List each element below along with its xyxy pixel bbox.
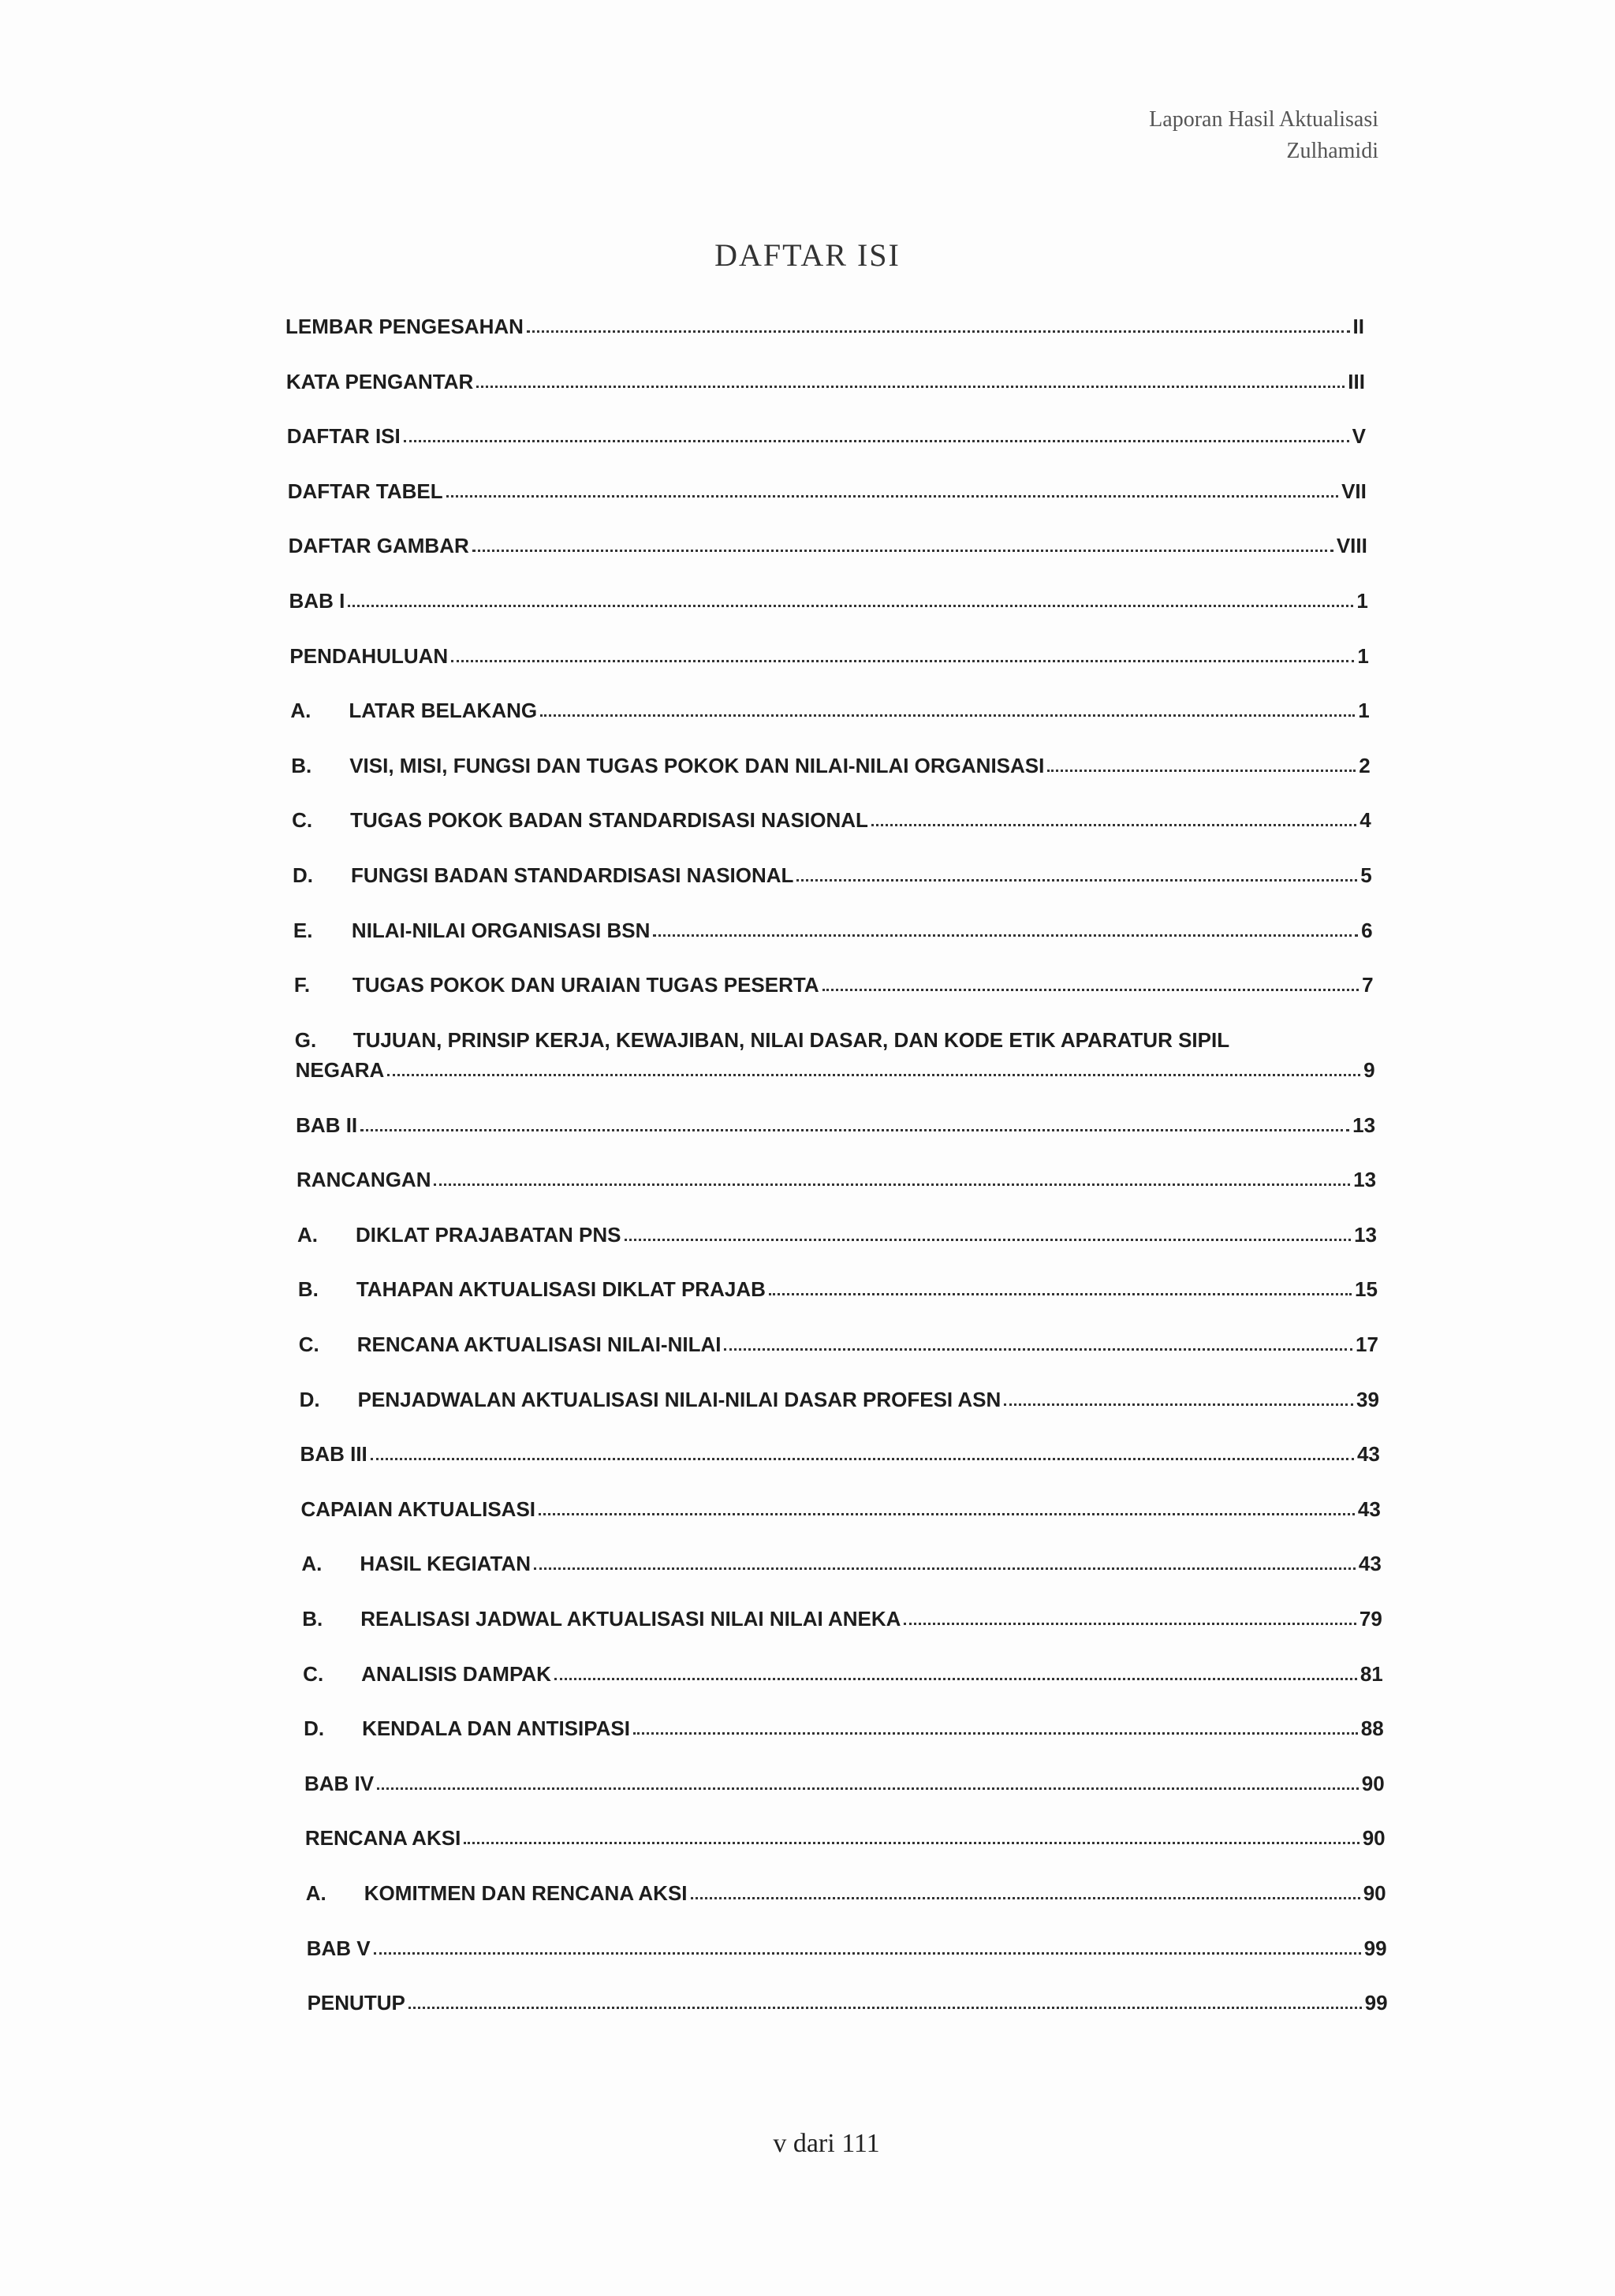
toc-entry[interactable] bbox=[293, 916, 1373, 943]
toc-dot-leader bbox=[464, 1842, 1359, 1844]
toc-entry-text: PENDAHULUAN bbox=[289, 643, 449, 668]
toc-entry-text: LEMBAR PENGESAHAN bbox=[285, 315, 524, 338]
toc-entry-text: TAHAPAN AKTUALISASI DIKLAT PRAJAB bbox=[356, 1277, 766, 1302]
toc-entry[interactable] bbox=[300, 1440, 1380, 1467]
toc-entry-letter: C. bbox=[303, 1661, 324, 1686]
toc-dot-leader bbox=[724, 1348, 1352, 1351]
toc-entry-text: PENJADWALAN AKTUALISASI NILAI-NILAI DASAR PROFESI ASN bbox=[357, 1387, 1001, 1411]
toc-page-number: II bbox=[1352, 315, 1364, 338]
toc-page-number: 17 bbox=[1356, 1332, 1378, 1357]
toc-entry[interactable] bbox=[287, 422, 1366, 449]
toc-entry-text: TUGAS POKOK DAN URAIAN TUGAS PESERTA bbox=[352, 973, 819, 997]
toc-entry-letter: F. bbox=[293, 973, 311, 997]
toc-dot-leader bbox=[476, 386, 1345, 388]
running-header-author: Zulhamidi bbox=[1286, 139, 1378, 163]
toc-dot-leader bbox=[527, 330, 1350, 333]
toc-entry[interactable] bbox=[289, 642, 1368, 669]
toc-entry-text: DAFTAR TABEL bbox=[287, 479, 443, 503]
running-header-title: Laporan Hasil Aktualisasi bbox=[1149, 107, 1378, 132]
toc-dot-leader bbox=[822, 989, 1360, 991]
toc-entry[interactable] bbox=[293, 861, 1372, 888]
toc-entry[interactable] bbox=[288, 477, 1367, 504]
toc-page-number: III bbox=[1348, 369, 1365, 393]
toc-page-number: 1 bbox=[1356, 589, 1368, 613]
toc-page-number: 90 bbox=[1362, 1826, 1386, 1851]
toc-dot-leader bbox=[540, 714, 1355, 717]
toc-entry[interactable] bbox=[303, 1660, 1383, 1687]
toc-entry[interactable] bbox=[307, 1934, 1387, 1961]
toc-dot-leader bbox=[769, 1293, 1352, 1295]
toc-entry-letter: B. bbox=[291, 753, 312, 777]
toc-entry[interactable] bbox=[289, 587, 1368, 613]
toc-entry-text: VISI, MISI, FUNGSI DAN TUGAS POKOK DAN NILAI-NILAI ORGANISASI bbox=[349, 753, 1045, 777]
toc-entry[interactable] bbox=[304, 1769, 1385, 1796]
toc-entry[interactable] bbox=[297, 1221, 1377, 1247]
toc-entry[interactable] bbox=[300, 1385, 1379, 1412]
toc-entry-letter: C. bbox=[292, 808, 313, 833]
toc-entry-text: TUJUAN, PRINSIP KERJA, KEWAJIBAN, NILAI DASAR, DAN KODE ETIK APARATUR SIPIL bbox=[352, 1027, 1230, 1052]
toc-entry-text: BAB V bbox=[306, 1936, 371, 1960]
toc-dot-leader bbox=[348, 605, 1353, 607]
toc-entry-line1[interactable] bbox=[295, 1026, 1229, 1053]
toc-entry-text: NILAI-NILAI ORGANISASI BSN bbox=[351, 918, 651, 942]
toc-entry-letter: D. bbox=[293, 863, 314, 887]
toc-dot-leader bbox=[534, 1567, 1356, 1570]
toc-entry-text: FUNGSI BADAN STANDARDISASI NASIONAL bbox=[351, 863, 794, 887]
toc-dot-leader bbox=[1004, 1403, 1353, 1406]
toc-entry-text: DAFTAR GAMBAR bbox=[288, 534, 469, 558]
toc-entry-text: DAFTAR ISI bbox=[286, 424, 401, 449]
toc-entry[interactable] bbox=[298, 1275, 1378, 1302]
toc-page-number: 43 bbox=[1356, 1442, 1380, 1467]
toc-entry-letter: D. bbox=[299, 1387, 320, 1411]
toc-entry[interactable] bbox=[297, 1165, 1376, 1192]
toc-entry[interactable] bbox=[296, 1056, 1375, 1083]
toc-entry-letter: A. bbox=[290, 699, 311, 723]
toc-dot-leader bbox=[472, 550, 1333, 552]
toc-dot-leader bbox=[653, 934, 1358, 937]
toc-entry[interactable] bbox=[304, 1714, 1384, 1741]
toc-page-number: 39 bbox=[1356, 1387, 1379, 1411]
toc-page-number: 5 bbox=[1360, 863, 1372, 887]
toc-entry-text: ANALISIS DAMPAK bbox=[361, 1661, 551, 1686]
toc-page-number: 90 bbox=[1361, 1771, 1385, 1795]
toc-page-number: 43 bbox=[1357, 1496, 1381, 1521]
toc-entry[interactable] bbox=[294, 971, 1374, 997]
toc-entry[interactable] bbox=[306, 1879, 1386, 1906]
toc-dot-leader bbox=[377, 1787, 1359, 1790]
toc-entry-letter: A. bbox=[297, 1222, 318, 1247]
toc-page-number: 4 bbox=[1360, 808, 1371, 833]
toc-dot-leader bbox=[374, 1952, 1361, 1955]
toc-dot-leader bbox=[446, 495, 1338, 498]
toc-page-number: 1 bbox=[1357, 643, 1369, 668]
toc-dot-leader bbox=[539, 1513, 1355, 1515]
toc-entry[interactable] bbox=[291, 751, 1371, 778]
toc-page-number: 9 bbox=[1363, 1057, 1375, 1082]
toc-entry[interactable] bbox=[289, 531, 1367, 558]
toc-dot-leader bbox=[633, 1732, 1358, 1735]
toc-page-number: VII bbox=[1341, 479, 1367, 503]
toc-entry[interactable] bbox=[290, 696, 1369, 723]
toc-entry-text: BAB I bbox=[289, 589, 345, 613]
toc-dot-leader bbox=[360, 1129, 1349, 1131]
toc-entry-letter: B. bbox=[297, 1277, 319, 1302]
toc-dot-leader bbox=[404, 440, 1349, 442]
toc-page-number: 6 bbox=[1361, 918, 1373, 942]
toc-entry[interactable] bbox=[305, 1824, 1386, 1851]
toc-dot-leader bbox=[434, 1183, 1350, 1186]
toc-entry-text: RENCANA AKSI bbox=[304, 1826, 461, 1851]
toc-page-number: 90 bbox=[1363, 1881, 1386, 1906]
toc-entry-text: CAPAIAN AKTUALISASI bbox=[300, 1496, 536, 1521]
toc-page-number: 2 bbox=[1359, 753, 1371, 777]
toc-entry-text: KATA PENGANTAR bbox=[285, 369, 474, 393]
toc-entry-text: DIKLAT PRAJABATAN PNS bbox=[355, 1222, 621, 1247]
toc-entry[interactable] bbox=[308, 1988, 1388, 2015]
toc-page-number: 1 bbox=[1358, 699, 1370, 723]
toc-page-number: 13 bbox=[1354, 1222, 1377, 1247]
toc-dot-leader bbox=[625, 1239, 1352, 1241]
toc-page-number: VIII bbox=[1336, 534, 1367, 558]
toc-dot-leader bbox=[387, 1074, 1360, 1076]
toc-entry[interactable] bbox=[296, 1111, 1375, 1138]
toc-page-number: 79 bbox=[1359, 1607, 1382, 1631]
toc-page-number: 99 bbox=[1364, 1991, 1388, 2015]
toc-entry[interactable] bbox=[286, 367, 1365, 394]
toc-entry-text: BAB II bbox=[296, 1113, 358, 1137]
toc-page-number: 88 bbox=[1360, 1716, 1384, 1741]
toc-dot-leader bbox=[871, 824, 1356, 826]
toc-entry[interactable] bbox=[302, 1605, 1382, 1631]
toc-entry-text: KENDALA DAN ANTISIPASI bbox=[362, 1716, 630, 1741]
toc-entry-text: LATAR BELAKANG bbox=[349, 699, 538, 723]
toc-page-number: 15 bbox=[1355, 1277, 1378, 1302]
toc-entry-text: BAB IV bbox=[304, 1771, 375, 1795]
page-title: DAFTAR ISI bbox=[714, 237, 901, 273]
toc-entry[interactable] bbox=[285, 312, 1364, 339]
toc-page-number: 81 bbox=[1360, 1661, 1383, 1686]
toc-entry-text: PENUTUP bbox=[307, 1991, 405, 2015]
toc-entry-letter: A. bbox=[305, 1881, 326, 1906]
toc-dot-leader bbox=[451, 660, 1354, 662]
toc-entry-text: RENCANA AKTUALISASI NILAI-NILAI bbox=[356, 1332, 722, 1357]
toc-page-number: 7 bbox=[1362, 973, 1374, 997]
toc-entry-letter: E. bbox=[293, 918, 313, 942]
toc-entry-text: KOMITMEN DAN RENCANA AKSI bbox=[364, 1881, 688, 1906]
toc-entry[interactable] bbox=[299, 1330, 1378, 1357]
toc-entry-text: HASIL KEGIATAN bbox=[360, 1552, 531, 1576]
toc-entry-text: TUGAS POKOK BADAN STANDARDISASI NASIONAL bbox=[350, 808, 868, 833]
toc-page-number: 13 bbox=[1353, 1168, 1377, 1192]
toc-dot-leader bbox=[796, 879, 1357, 882]
toc-page-number: 43 bbox=[1358, 1552, 1382, 1576]
toc-entry-text: REALISASI JADWAL AKTUALISASI NILAI NILAI ANEKA bbox=[360, 1607, 901, 1631]
toc-dot-leader bbox=[408, 2007, 1362, 2009]
toc-page-number: 13 bbox=[1352, 1113, 1376, 1137]
toc-page-number: V bbox=[1352, 424, 1366, 449]
toc-entry-letter: A. bbox=[301, 1552, 323, 1576]
toc-entry-letter: B. bbox=[302, 1607, 323, 1631]
toc-entry-letter: G. bbox=[294, 1027, 317, 1052]
toc-entry-text: BAB III bbox=[300, 1442, 367, 1467]
toc-dot-leader bbox=[691, 1897, 1360, 1899]
toc-dot-leader bbox=[1047, 770, 1356, 772]
toc-dot-leader bbox=[904, 1623, 1356, 1625]
toc-entry-text: RANCANGAN bbox=[297, 1168, 431, 1192]
toc-entry[interactable] bbox=[292, 806, 1371, 833]
toc-entry-text: NEGARA bbox=[295, 1057, 385, 1082]
toc-page-number: 99 bbox=[1363, 1936, 1387, 1960]
page-number-footer: v dari 111 bbox=[773, 2129, 880, 2158]
toc-dot-leader bbox=[371, 1458, 1354, 1460]
toc-entry-letter: C. bbox=[298, 1332, 319, 1357]
toc-dot-leader bbox=[554, 1678, 1357, 1680]
toc-entry[interactable] bbox=[301, 1549, 1381, 1576]
toc-entry[interactable] bbox=[300, 1495, 1380, 1522]
toc-entry-letter: D. bbox=[304, 1716, 325, 1741]
